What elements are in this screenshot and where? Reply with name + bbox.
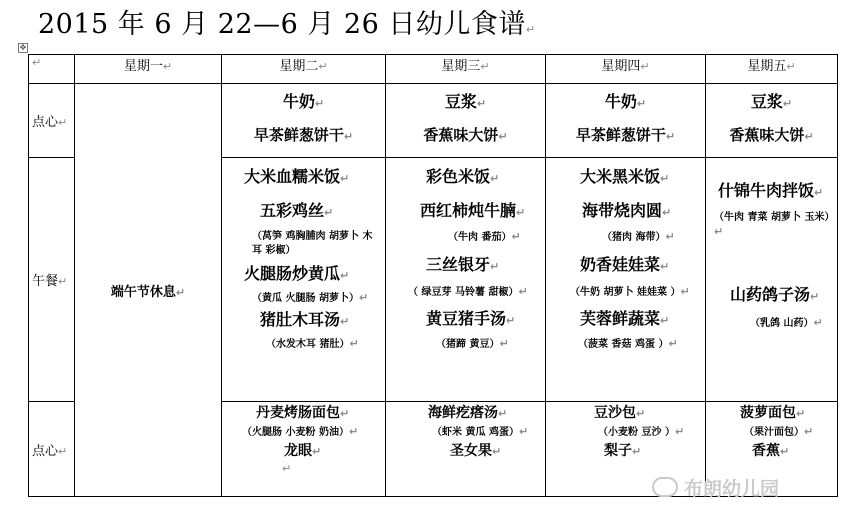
header-wednesday: 星期三↵ (386, 55, 546, 84)
ingredients: （黄瓜 火腿肠 胡萝卜）↵ (252, 291, 369, 304)
watermark-logo: 布朗幼儿园 (652, 474, 779, 501)
dish: 五彩鸡丝↵ (260, 201, 334, 220)
dish: 豆浆↵ (444, 92, 487, 111)
header-thursday: 星期四↵ (546, 55, 706, 84)
ingredients: （猪肉 海带）↵ (602, 230, 675, 243)
snack-am-tue (222, 84, 386, 158)
dish: 猪肚木耳汤↵ (260, 310, 350, 329)
dish: 彩色米饭↵ (426, 167, 500, 186)
ingredients: （火腿肠 小麦粉 奶油）↵ (242, 425, 359, 438)
dish: 牛奶↵ (604, 92, 647, 111)
lunch-thu (546, 158, 706, 402)
snack-am-fri (706, 84, 838, 158)
header-tuesday: 星期二↵ (222, 55, 386, 84)
dish: 芙蓉鲜蔬菜↵ (580, 309, 670, 328)
dish: 圣女果↵ (450, 443, 502, 459)
dish: 大米黑米饭↵ (580, 167, 670, 186)
page-title: 2015 年 6 月 22—6 月 26 日幼儿食谱↵ (38, 9, 536, 40)
snack-pm-wed (386, 402, 546, 497)
snack-pm-tue (222, 402, 386, 497)
menu-table (28, 54, 838, 497)
dish: 早茶鲜葱饼干↵ (253, 126, 354, 144)
chat-bubble-icon (652, 477, 678, 497)
snack-am-wed (386, 84, 546, 158)
dish: 香蕉味大饼↵ (423, 126, 508, 144)
dish: 海鲜疙瘩汤↵ (428, 405, 508, 421)
ingredients: （果汁面包）↵ (744, 425, 814, 438)
header-row (29, 55, 838, 84)
dish: 梨子↵ (604, 443, 642, 459)
ingredients: （莴笋 鸡胸脯肉 胡萝卜 木耳 彩椒） (252, 231, 373, 256)
lunch-wed (386, 158, 546, 402)
dish: 丹麦烤肠面包↵ (256, 405, 350, 421)
dish: 三丝银牙↵ (426, 255, 500, 274)
row-label-snack-am: 点心↵ (29, 84, 75, 158)
dish: 大米血糯米饭↵ (244, 167, 350, 186)
dish: 黄豆猪手汤↵ (426, 309, 516, 328)
header-friday: 星期五↵ (706, 55, 838, 84)
dish: 菠萝面包↵ (740, 405, 806, 421)
dish: 奶香娃娃菜↵ (580, 255, 670, 274)
row-label-snack-pm: 点心↵ (29, 402, 75, 497)
ingredients: （牛奶 胡萝卜 娃娃菜 ）↵ (570, 285, 690, 298)
lunch-fri (706, 158, 838, 402)
dish: 西红柿炖牛腩↵ (420, 201, 526, 220)
empty-line: ↵ (282, 462, 292, 475)
ingredients: （虾米 黄瓜 鸡蛋）↵ (432, 425, 529, 438)
dish: 龙眼↵ (284, 443, 322, 459)
ingredients: （菠菜 香菇 鸡蛋 ）↵ (578, 337, 678, 350)
dish: 豆沙包↵ (594, 405, 646, 421)
dish: 海带烧肉圆↵ (582, 201, 672, 220)
dish: 香蕉味大饼↵ (729, 126, 814, 144)
ingredients: （牛肉 青菜 胡萝卜 玉米）↵ (714, 212, 835, 238)
ingredients: （猪蹄 黄豆）↵ (436, 337, 509, 350)
monday-holiday-cell: 端午节休息↵ (75, 84, 222, 497)
ingredients: （水发木耳 猪肚）↵ (266, 337, 359, 350)
header-corner: ↵ (29, 55, 75, 84)
ingredients: （ 绿豆芽 马铃薯 甜椒）↵ (408, 285, 528, 298)
ingredients: （乳鸽 山药）↵ (750, 316, 823, 329)
dish: 豆浆↵ (750, 92, 793, 111)
ingredients: （牛肉 番茄）↵ (448, 230, 521, 243)
row-label-lunch: 午餐↵ (29, 158, 75, 402)
table-anchor-icon[interactable]: ✥ (19, 43, 27, 52)
dish: 牛奶↵ (282, 92, 325, 111)
lunch-tue (222, 158, 386, 402)
header-monday: 星期一↵ (75, 55, 222, 84)
dish: 什锦牛肉拌饭↵ (718, 181, 824, 200)
dish: 早茶鲜葱饼干↵ (575, 126, 676, 144)
snack-am-thu (546, 84, 706, 158)
dish: 山药鸽子汤↵ (730, 285, 820, 304)
ingredients: （小麦粉 豆沙 ）↵ (598, 425, 685, 438)
dish: 火腿肠炒黄瓜↵ (244, 264, 350, 283)
snack-am-row (29, 84, 838, 158)
dish: 香蕉↵ (752, 443, 790, 459)
